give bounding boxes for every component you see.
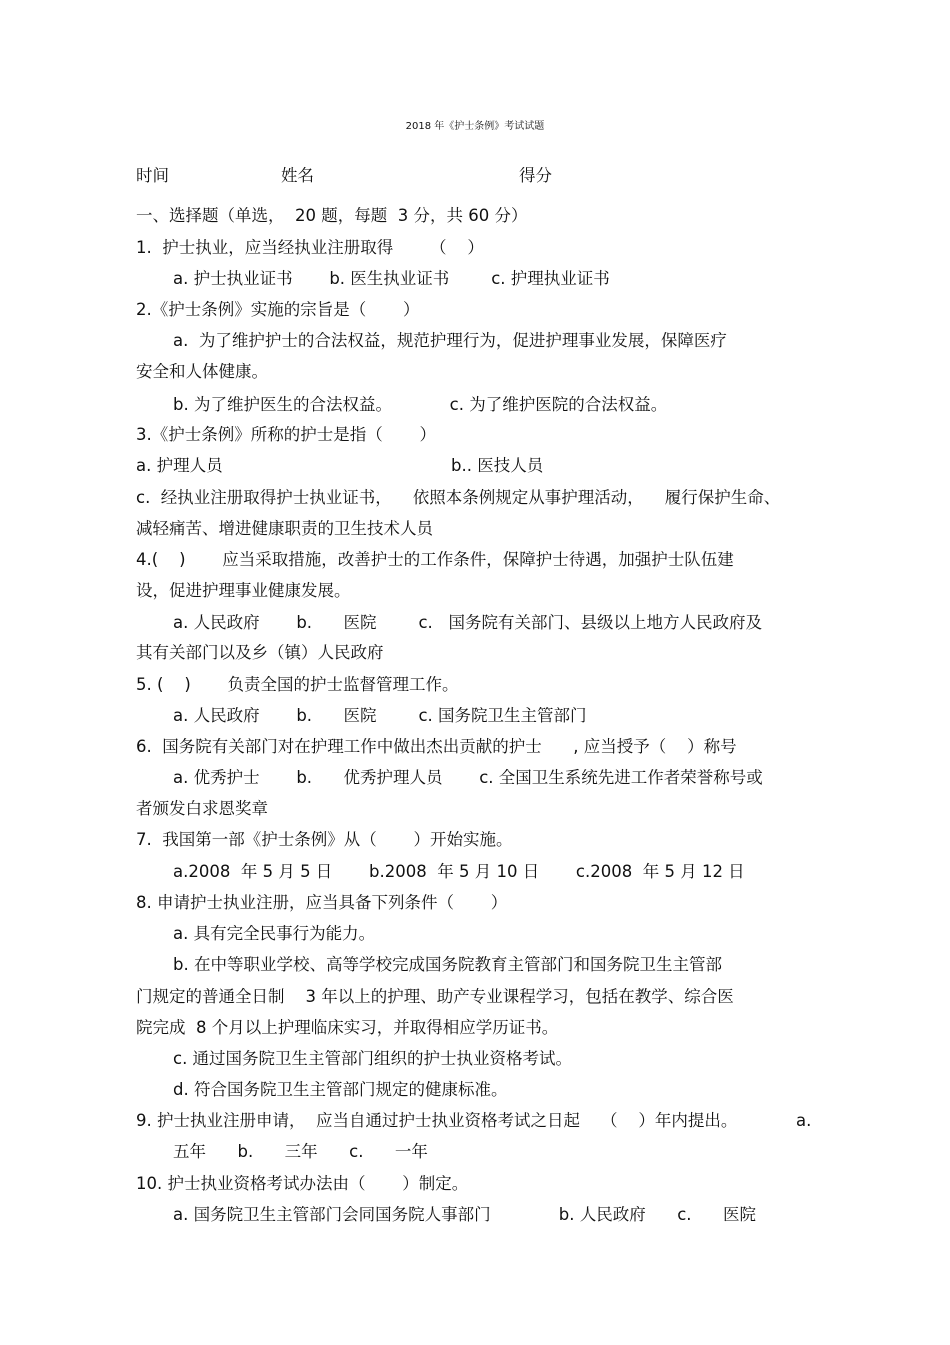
q9-options: 五年 b. 三年 c. 一年 <box>173 1142 428 1161</box>
score-label: 得分 <box>519 166 552 185</box>
q9-stem: 9. 护士执业注册申请， 应当自通过护士执业资格考试之日起 （ ）年内提出。 <box>136 1111 738 1130</box>
q9-option-a-label: a. <box>796 1111 812 1130</box>
q8-option-b-line2: 门规定的普通全日制 3 年以上的护理、助产专业课程学习，包括在教学、综合医 <box>136 987 734 1006</box>
q8-stem: 8. 申请护士执业注册，应当具备下列条件（ ） <box>136 893 508 912</box>
q1-options: a. 护士执业证书 b. 医生执业证书 c. 护理执业证书 <box>173 269 610 288</box>
q8-option-b-line3: 院完成 8 个月以上护理临床实习，并取得相应学历证书。 <box>136 1018 559 1037</box>
q5-stem: 5. ( ) 负责全国的护士监督管理工作。 <box>136 675 459 694</box>
q2-option-a-line1: a. 为了维护护士的合法权益，规范护理行为，促进护理事业发展，保障医疗 <box>173 331 727 350</box>
q7-stem: 7. 我国第一部《护士条例》从（ ）开始实施。 <box>136 830 513 849</box>
q8-option-d: d. 符合国务院卫生主管部门规定的健康标准。 <box>173 1080 508 1099</box>
q3-option-c-line2: 减轻痛苦、增进健康职责的卫生技术人员 <box>136 519 433 538</box>
q10-options: a. 国务院卫生主管部门会同国务院人事部门 b. 人民政府 c. 医院 <box>173 1205 757 1224</box>
q8-option-b-line1: b. 在中等职业学校、高等学校完成国务院教育主管部门和国务院卫生主管部 <box>173 955 722 974</box>
q4-stem-line1: 4.( ) 应当采取措施，改善护士的工作条件，保障护士待遇，加强护士队伍建 <box>136 550 734 569</box>
q2-stem: 2.《护士条例》实施的宗旨是（ ） <box>136 300 420 319</box>
q10-stem: 10. 护士执业资格考试办法由（ ）制定。 <box>136 1174 469 1193</box>
page-title: 2018 年《护士条例》考试试题 <box>405 121 545 132</box>
q8-option-c: c. 通过国务院卫生主管部门组织的护士执业资格考试。 <box>173 1049 573 1068</box>
name-label: 姓名 <box>281 166 314 185</box>
q1-stem: 1. 护士执业，应当经执业注册取得 （ ） <box>136 238 484 257</box>
q2-option-a-line2: 安全和人体健康。 <box>136 362 268 381</box>
section-heading: 一、选择题（单选， 20 题，每题 3 分，共 60 分） <box>136 206 528 225</box>
q2-options-bc: b. 为了维护医生的合法权益。 c. 为了维护医院的合法权益。 <box>173 395 668 414</box>
q3-option-c-line1: c. 经执业注册取得护士执业证书， 依照本条例规定从事护理活动， 履行保护生命、 <box>136 488 781 507</box>
q7-options: a.2008 年 5 月 5 日 b.2008 年 5 月 10 日 c.2008 年 5 月 12 日 <box>173 862 745 881</box>
q6-options-line2: 者颁发白求恩奖章 <box>136 799 268 818</box>
time-label: 时间 <box>136 166 169 185</box>
q4-stem-line2: 设，促进护理事业健康发展。 <box>136 581 351 600</box>
q4-options-line2: 其有关部门以及乡（镇）人民政府 <box>136 643 384 662</box>
q4-options-line1: a. 人民政府 b. 医院 c. 国务院有关部门、县级以上地方人民政府及 <box>173 613 763 632</box>
q8-option-a: a. 具有完全民事行为能力。 <box>173 924 376 943</box>
q6-stem: 6. 国务院有关部门对在护理工作中做出杰出贡献的护士 , 应当授予（ ）称号 <box>136 737 737 756</box>
q6-options-line1: a. 优秀护士 b. 优秀护理人员 c. 全国卫生系统先进工作者荣誉称号或 <box>173 768 763 787</box>
q3-option-a: a. 护理人员 <box>136 456 223 475</box>
q5-options: a. 人民政府 b. 医院 c. 国务院卫生主管部门 <box>173 706 587 725</box>
q3-option-b: b.. 医技人员 <box>451 456 544 475</box>
q3-stem: 3.《护士条例》所称的护士是指（ ） <box>136 425 436 444</box>
